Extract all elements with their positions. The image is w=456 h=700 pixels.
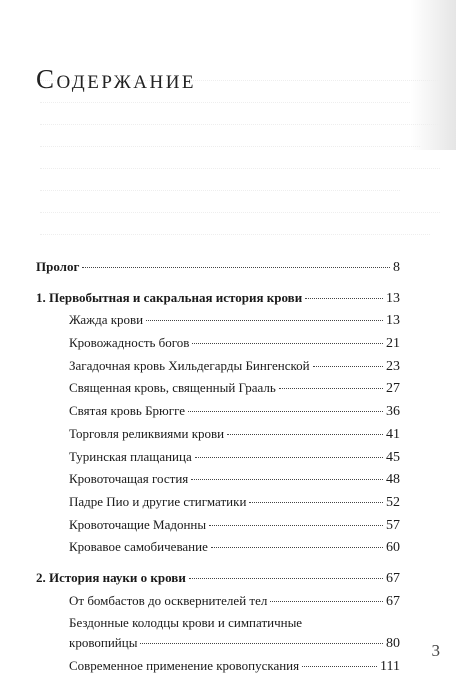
toc-chapter-entry [36, 289, 400, 312]
toc-entry-title: Кровавое самобичевание [69, 539, 208, 555]
toc-section-entry [36, 592, 400, 615]
toc-chapter-entry [36, 569, 400, 592]
toc-section-entry [36, 402, 400, 425]
toc-entry-title: От бомбастов до осквернителей тел [69, 592, 268, 608]
dot-leader [82, 267, 390, 268]
dot-leader [189, 578, 383, 579]
toc-entry-title: Падре Пио и другие стигматики [69, 493, 247, 509]
toc-entry-page-number: 36 [386, 404, 400, 420]
table-of-contents [36, 258, 400, 680]
toc-entry-title: Кровожадность богов [69, 335, 190, 351]
toc-entry-page-number: 13 [386, 313, 400, 329]
toc-entry-page-number: 52 [386, 494, 400, 510]
toc-entry-page-number: 21 [386, 336, 400, 352]
toc-entry-title: Торговля реликвиями крови [69, 425, 225, 441]
toc-entry-page-number: 80 [386, 636, 400, 652]
toc-section-entry [36, 357, 400, 380]
toc-section-entry [36, 470, 400, 493]
toc-entry-title: Кровоточащие Мадонны [69, 516, 207, 532]
dot-leader [191, 479, 383, 480]
dot-leader [227, 434, 383, 435]
toc-section-entry [36, 516, 400, 539]
toc-entry-page-number: 27 [386, 381, 400, 397]
toc-entry-title: 2. История науки о крови [36, 569, 186, 585]
toc-section-entry [36, 379, 400, 402]
toc-entry-title: Туринская плащаница [69, 448, 192, 464]
toc-entry-title: 1. Первобытная и сакральная история крови [36, 289, 303, 305]
toc-section-entry [36, 425, 400, 448]
toc-section-entry [36, 493, 400, 516]
toc-section-entry [36, 634, 400, 657]
toc-entry-title: Священная кровь, священный Грааль [69, 380, 276, 396]
toc-chapter-entry [36, 258, 400, 281]
toc-entry-title: кровопийцы [69, 635, 138, 651]
dot-leader [195, 457, 383, 458]
toc-entry-title: Пролог [36, 259, 80, 274]
toc-entry-title: Загадочная кровь Хильдегарды Бингенской [69, 357, 310, 373]
toc-entry-page-number: 45 [386, 449, 400, 465]
dot-leader [188, 411, 383, 412]
toc-entry-title: Современное применение кровопускания [69, 658, 300, 673]
dot-leader [313, 366, 383, 367]
page-number: 3 [431, 641, 440, 660]
toc-entry-wrap-line: Бездонные колодцы крови и симпатичные [69, 615, 303, 631]
toc-entry-title: Кровоточащая гостия [69, 471, 189, 487]
toc-entry-page-number: 41 [386, 426, 400, 442]
toc-section-entry [36, 657, 400, 680]
toc-entry-page-number: 48 [386, 472, 400, 488]
toc-entry-page-number: 23 [386, 358, 400, 374]
dot-leader [249, 502, 383, 503]
dot-leader [302, 666, 377, 667]
dot-leader [211, 547, 383, 548]
toc-section-entry [36, 538, 400, 561]
toc-entry-title: Жажда крови [69, 312, 144, 328]
toc-entry-page-number: 111 [380, 659, 400, 674]
page-title: Содержание [36, 64, 197, 94]
dot-leader [270, 601, 383, 602]
toc-entry-page-number: 67 [386, 570, 400, 586]
toc-entry-page-number: 57 [386, 517, 400, 533]
toc-entry-page-number: 8 [393, 260, 400, 275]
dot-leader [209, 525, 383, 526]
toc-section-entry [36, 334, 400, 357]
dot-leader [192, 343, 383, 344]
toc-entry-page-number: 60 [386, 540, 400, 556]
toc-entry-page-number: 67 [386, 593, 400, 609]
toc-entry-page-number: 13 [386, 290, 400, 306]
toc-entry-title: Святая кровь Брюгге [69, 403, 186, 419]
dot-leader [279, 388, 383, 389]
toc-section-entry [36, 448, 400, 471]
dot-leader [305, 298, 383, 299]
toc-section-entry [36, 311, 400, 334]
dot-leader [146, 320, 383, 321]
dot-leader [140, 643, 383, 644]
